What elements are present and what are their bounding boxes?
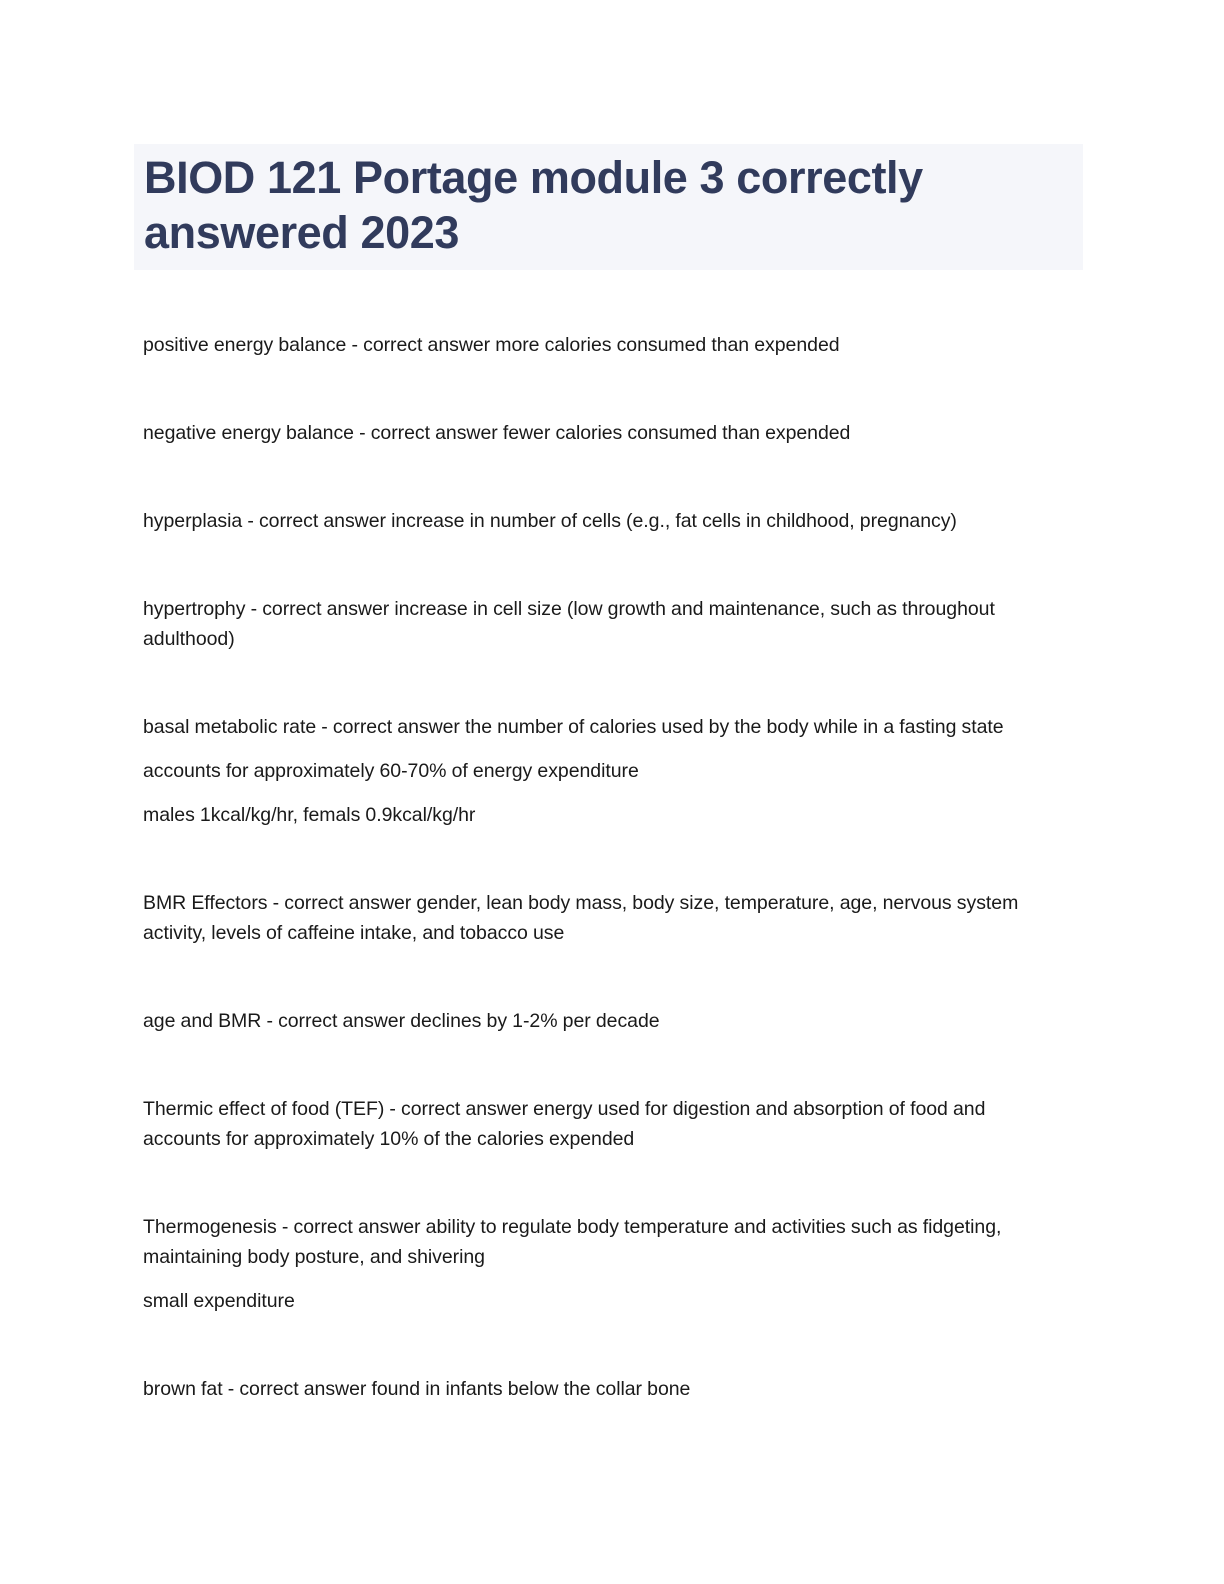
paragraph: positive energy balance - correct answer more calories consumed than expended <box>143 334 840 356</box>
text-block-bmr-energy-expenditure-share <box>143 756 1043 786</box>
document-body <box>143 330 1043 1404</box>
text-block-thermogenesis-expenditure <box>143 1286 1043 1316</box>
text-block-brown-fat <box>143 1374 1043 1404</box>
paragraph: hypertrophy - correct answer increase in cell size (low growth and maintenance, such as throughout adulthood) <box>143 598 995 650</box>
paragraph: Thermogenesis - correct answer ability to regulate body temperature and activities such as fidgeting, maintaining body posture, and shivering <box>143 1216 1002 1268</box>
paragraph: age and BMR - correct answer declines by 1-2% per decade <box>143 1010 660 1032</box>
paragraph: basal metabolic rate - correct answer the number of calories used by the body while in a fasting state <box>143 716 1004 738</box>
text-block-basal-metabolic-rate <box>143 712 1043 742</box>
text-block-age-and-bmr <box>143 1006 1043 1036</box>
text-block-negative-energy-balance <box>143 418 1043 448</box>
text-block-positive-energy-balance <box>143 330 1043 360</box>
paragraph: accounts for approximately 60-70% of energy expenditure <box>143 760 639 782</box>
text-block-thermogenesis <box>143 1212 1043 1272</box>
paragraph: negative energy balance - correct answer fewer calories consumed than expended <box>143 422 851 444</box>
paragraph: Thermic effect of food (TEF) - correct answer energy used for digestion and absorption of food and accounts for approximately 10% of the calories expended <box>143 1098 986 1150</box>
text-block-thermic-effect-of-food <box>143 1094 1043 1154</box>
page-title: BIOD 121 Portage module 3 correctly answered 2023 <box>144 152 935 258</box>
text-block-hypertrophy <box>143 594 1043 654</box>
text-block-bmr-effectors <box>143 888 1043 948</box>
paragraph: hyperplasia - correct answer increase in number of cells (e.g., fat cells in childhood, pregnancy) <box>143 510 957 532</box>
document-title-band <box>134 144 1083 270</box>
paragraph: males 1kcal/kg/hr, femals 0.9kcal/kg/hr <box>143 804 476 826</box>
text-block-hyperplasia <box>143 506 1043 536</box>
paragraph: BMR Effectors - correct answer gender, lean body mass, body size, temperature, age, nervous system activity, levels of caffeine intake, and tobacco use <box>143 892 1019 944</box>
paragraph: brown fat - correct answer found in infants below the collar bone <box>143 1378 691 1400</box>
text-block-bmr-male-female-rates <box>143 800 1043 830</box>
paragraph: small expenditure <box>143 1290 295 1312</box>
